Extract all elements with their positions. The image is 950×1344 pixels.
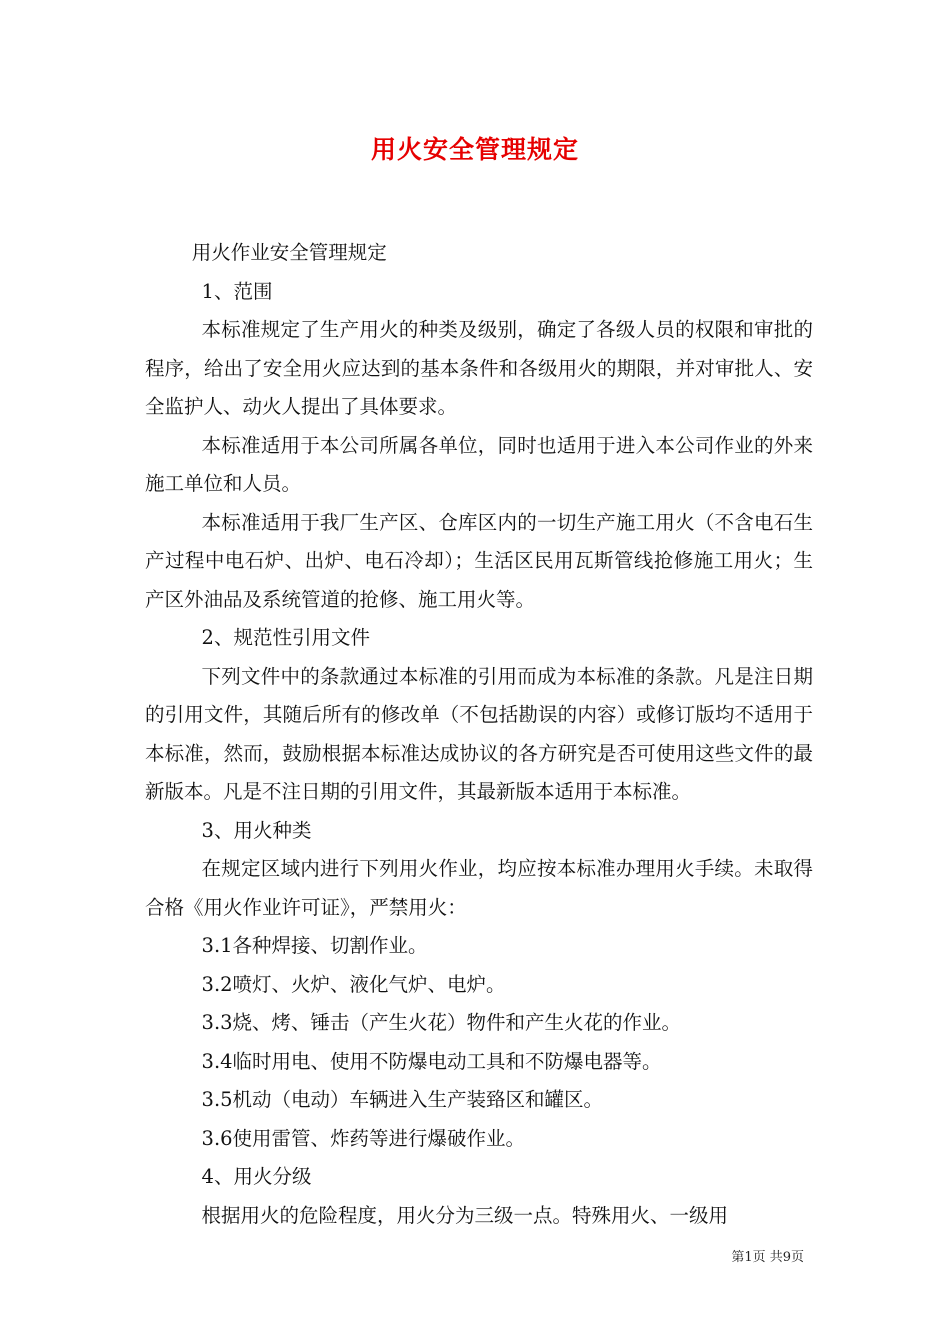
section-heading: 4、用火分级	[201, 1165, 312, 1188]
list-item: 3.4临时用电、使用不防爆电动工具和不防爆电器等。	[201, 1049, 662, 1073]
section-heading: 1、范围	[201, 279, 273, 303]
list-item: 3.3烧、烤、锤击（产生火花）物件和产生火花的作业。	[201, 1011, 682, 1034]
document-body	[145, 234, 813, 1235]
paragraph: 本标准适用于我厂生产区、仓库区内的一切生产施工用火（不含电石生产过程中电石炉、出炉、电石冷却）；生活区民用瓦斯管线抢修施工用火；生产区外油品及系统管道的抢修、施工用火等。	[145, 510, 813, 611]
paragraph: 用火作业安全管理规定	[191, 241, 387, 264]
page-number: 第1页 共9页	[731, 1250, 804, 1265]
paragraph: 本标准规定了生产用火的种类及级别，确定了各级人员的权限和审批的程序，给出了安全用火应达到的基本条件和各级用火的期限，并对审批人、安全监护人、动火人提出了具体要求。	[145, 318, 813, 418]
list-item: 3.2喷灯、火炉、液化气炉、电炉。	[201, 972, 506, 996]
list-item: 3.1各种焊接、切割作业。	[201, 934, 428, 957]
paragraph: 下列文件中的条款通过本标准的引用而成为本标准的条款。凡是注日期的引用文件，其随后所有的修改单（不包括勘误的内容）或修订版均不适用于本标准，然而，鼓励根据本标准达成协议的各方研究是否可使用这些文件的最新版本。凡是不注日期的引用文件，其最新版本适用于本标准。	[145, 664, 813, 803]
list-item: 3.6使用雷管、炸药等进行爆破作业。	[201, 1126, 526, 1150]
document-title: 用火安全管理规定	[370, 135, 579, 164]
list-item: 3.5机动（电动）车辆进入生产装臵区和罐区。	[201, 1088, 604, 1111]
section-heading: 3、用火种类	[201, 818, 312, 842]
section-heading: 2、规范性引用文件	[201, 626, 370, 649]
paragraph: 根据用火的危险程度，用火分为三级一点。特殊用火、一级用	[201, 1203, 729, 1227]
paragraph: 在规定区域内进行下列用火作业，均应按本标准办理用火手续。未取得合格《用火作业许可证》，严禁用火：	[145, 857, 813, 919]
paragraph: 本标准适用于本公司所属各单位，同时也适用于进入本公司作业的外来施工单位和人员。	[145, 433, 813, 495]
